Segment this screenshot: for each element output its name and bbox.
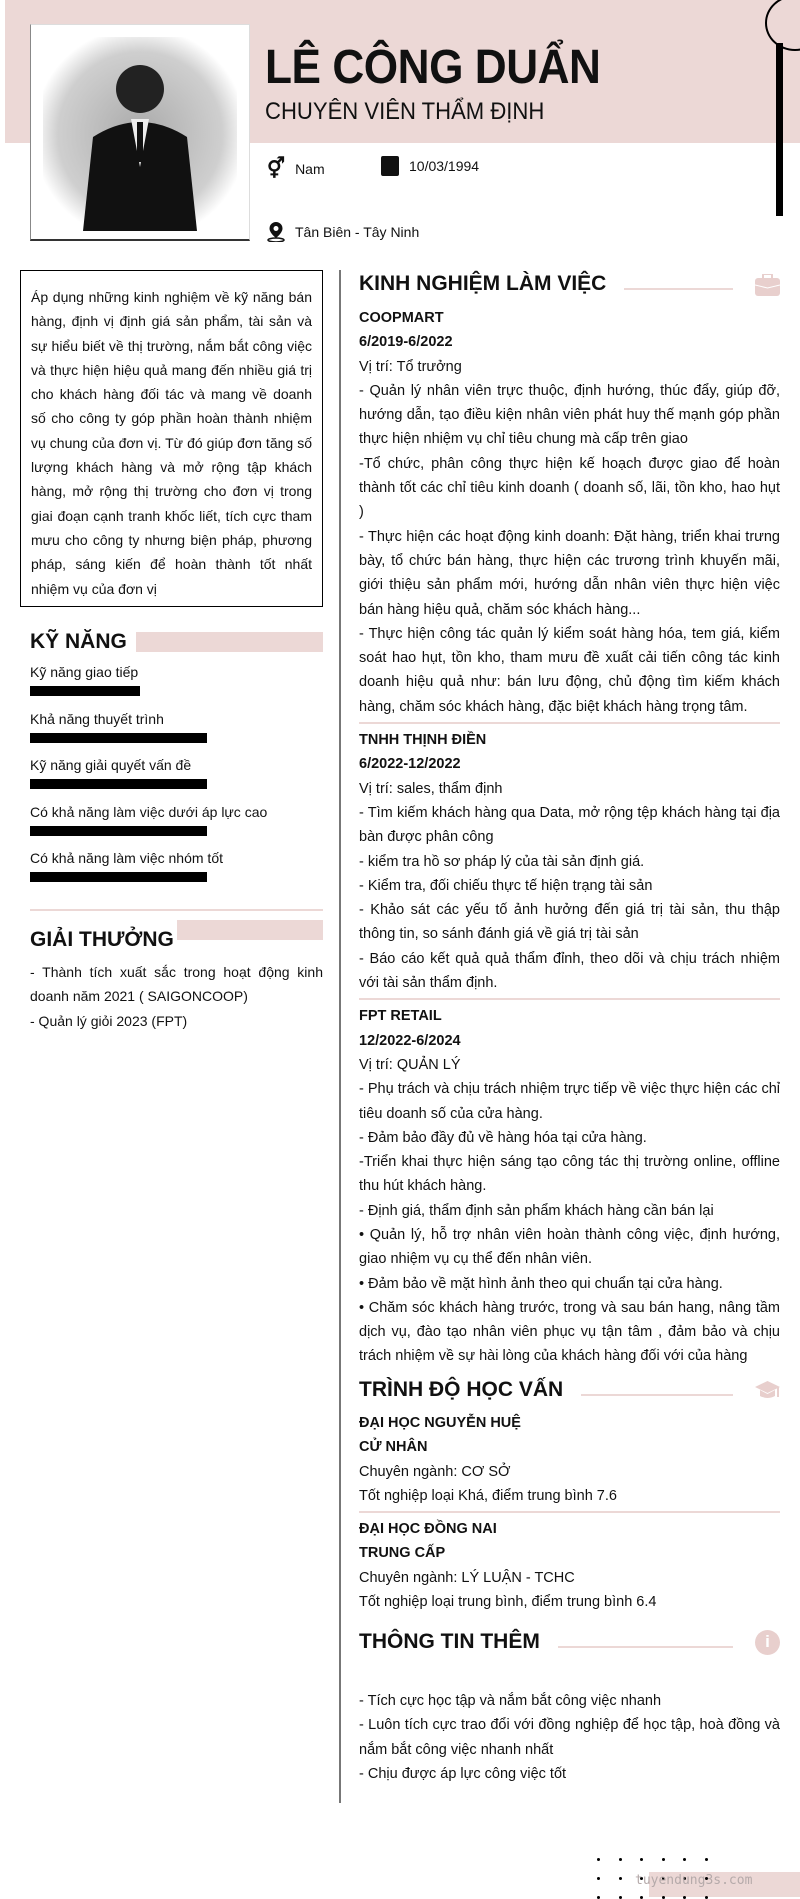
avatar	[43, 37, 237, 231]
job-duty: • Quản lý, hỗ trợ nhân viên hoàn thành công việc, định hướng, giao nhiệm vụ cụ thể đến nhân viên.	[359, 1226, 780, 1268]
dot	[683, 1858, 686, 1861]
dot	[662, 1858, 665, 1861]
job-duty: - Tìm kiếm khách hàng qua Data, mở rộng tệp khách hàng tại địa bàn được phân công	[359, 804, 780, 846]
skill-label: Kỹ năng giải quyết vấn đề	[30, 757, 192, 773]
experience-section	[359, 272, 780, 1369]
skill-item	[30, 850, 323, 897]
skill-level-bar	[30, 826, 207, 836]
divider	[30, 909, 323, 911]
dot	[597, 1858, 600, 1861]
job-duty: - kiểm tra hồ sơ pháp lý của tài sản định giá.	[359, 853, 645, 870]
awards-accent-bar	[177, 920, 323, 940]
awards-list	[30, 960, 323, 1033]
job-duty: - Khảo sát các yếu tố ảnh hưởng đến giá trị tài sản, thu thập thông tin, so sánh đánh giá về giá trị tài sản	[359, 902, 780, 943]
birthdate-info	[381, 156, 479, 176]
skills-accent-bar	[136, 632, 323, 652]
job-duty: - Thực hiện các hoạt động kinh doanh: Đặt hàng, triển khai trưng bày, tổ chức bán hàng, thực hiện các trương trình khuyến mãi, giới thiệu sản phẩm mới, hướng dẫn nhân viên thực hiện việc bán hàng hiệu quả, chăm sóc khách hàng...	[359, 528, 780, 618]
company-name: FPT RETAIL	[359, 1008, 442, 1025]
job-duty: • Chăm sóc khách hàng trước, trong và sau bán hang, nâng tầm dịch vụ, đào tạo nhân viên phục vụ tận tâm , đảm bảo và chịu trách nhiệm về sự hài lòng của khách hàng đối với của hàng	[359, 1299, 780, 1365]
skill-level-bar	[30, 733, 207, 743]
divider	[359, 1511, 780, 1513]
dot	[640, 1858, 643, 1861]
schools-list	[359, 1411, 780, 1614]
column-divider	[339, 270, 341, 1803]
job-duty: -Tổ chức, phân công thực hiện kế hoạch được giao để hoàn thành tốt các chỉ tiêu kinh doanh ( doanh số, lãi, tồn kho, hao hụt )	[359, 455, 780, 521]
dot	[619, 1858, 622, 1861]
location-value: Tân Biên - Tây Ninh	[295, 224, 420, 240]
company-name: TNHH THỊNH ĐIỀN	[359, 732, 487, 749]
skill-label: Kỹ năng giao tiếp	[30, 664, 139, 680]
extra-item: - Tích cực học tập và nắm bắt công việc nhanh	[359, 1693, 662, 1709]
briefcase-icon	[755, 272, 780, 297]
job-position: Vị trí: sales, thẩm định	[359, 780, 503, 797]
award-item: - Thành tích xuất sắc trong hoạt động kinh doanh năm 2021 ( SAIGONCOOP)	[30, 964, 323, 1005]
graduation-result: Tốt nghiệp loại Khá, điểm trung bình 7.6	[359, 1487, 617, 1504]
divider	[359, 722, 780, 724]
birthdate-value: 10/03/1994	[409, 158, 480, 174]
degree: CỬ NHÂN	[359, 1439, 428, 1456]
gender-value: Nam	[295, 160, 325, 177]
job-duty: - Đảm bảo đầy đủ về hàng hóa tại cửa hàng.	[359, 1129, 647, 1146]
gender-info	[267, 156, 325, 181]
award-item: - Quản lý giỏi 2023 (FPT)	[30, 1012, 188, 1029]
location-pin-icon	[267, 222, 285, 242]
skill-label: Khả năng thuyết trình	[30, 710, 164, 727]
education-heading	[359, 1378, 780, 1403]
job-period: 12/2022-6/2024	[359, 1032, 461, 1049]
education-title: TRÌNH ĐỘ HỌC VẤN	[359, 1378, 564, 1402]
skill-item	[30, 664, 323, 711]
career-summary: Áp dụng những kinh nghiệm về kỹ năng bán hàng, định vị định giá sản phẩm, tài sản và sự hiểu biết về thị trường, nắm bắt công việc và thực hiện hiệu quả mang đến nhiều giá trị cho khách hàng đối tác và mang về doanh số cho công ty góp phần hoàn thành nhiệm vụ chung của đơn vị. Từ đó giúp đơn tăng số lượng khách hàng và mở rộng tập khách hàng, mở rộng thị trường cho đơn vị trong giai đoạn cạnh tranh khốc liết, tích cực tham mưu cho công ty nhưng biện pháp, phương pháp, sáng kiến để hoàn thành tốt nhất nhiệm vụ của đơn vị	[20, 270, 323, 607]
job-period: 6/2019-6/2022	[359, 334, 453, 351]
job-position: Vị trí: QUẢN LÝ	[359, 1056, 461, 1073]
extra-item: - Chịu được áp lực công việc tốt	[359, 1765, 567, 1782]
company-name: COOPMART	[359, 310, 444, 326]
candidate-name: LÊ CÔNG DUẨN	[265, 41, 601, 94]
skills-list	[30, 664, 323, 897]
divider	[359, 998, 780, 1000]
extra-section	[359, 1630, 780, 1786]
skill-item	[30, 804, 323, 851]
degree: TRUNG CẤP	[359, 1545, 446, 1562]
awards-heading: GIẢI THƯỞNG	[30, 928, 174, 951]
skill-level-bar	[30, 779, 207, 789]
extra-list	[359, 1689, 780, 1786]
job-period: 6/2022-12/2022	[359, 756, 461, 773]
watermark: tuyendung3s.com	[635, 1873, 753, 1888]
graduation-result: Tốt nghiệp loại trung bình, điểm trung bình 6.4	[359, 1594, 657, 1611]
job-duty: - Quản lý nhân viên trực thuộc, định hướng, thúc đẩy, giúp đỡ, hướng dẫn, tạo điều kiện nhân viên phát huy thế mạnh góp phần thực hiện nhiệm vụ chỉ tiêu chung mà cấp trên giao	[359, 382, 780, 448]
skill-level-bar	[30, 686, 140, 696]
job-duty: - Phụ trách và chịu trách nhiệm trực tiếp về việc thực hiện các chỉ tiêu doanh số của cửa hàng.	[359, 1081, 780, 1122]
skill-item	[30, 757, 323, 804]
graduation-cap-icon	[755, 1378, 780, 1403]
education-section	[359, 1378, 780, 1614]
skills-heading: KỸ NĂNG	[30, 630, 127, 653]
jobs-list	[359, 306, 780, 1369]
major: Chuyên ngành: LÝ LUẬN - TCHC	[359, 1569, 575, 1586]
extra-title: THÔNG TIN THÊM	[359, 1630, 540, 1654]
job-duty: - Định giá, thẩm định sản phẩm khách hàng cần bán lại	[359, 1202, 714, 1219]
skill-label: Có khả năng làm việc dưới áp lực cao	[30, 803, 268, 820]
school-name: ĐẠI HỌC ĐỒNG NAI	[359, 1521, 497, 1538]
dot	[597, 1877, 600, 1880]
major: Chuyên ngành: CƠ SỞ	[359, 1463, 511, 1480]
experience-title: KINH NGHIỆM LÀM VIỆC	[359, 272, 607, 296]
job-duty: • Đảm bảo về mặt hình ảnh theo qui chuẩn tại cửa hàng.	[359, 1275, 723, 1292]
job-title: CHUYÊN VIÊN THẨM ĐỊNH	[265, 98, 545, 125]
skill-level-bar	[30, 872, 207, 882]
job-duty: - Thực hiện công tác quản lý kiểm soát hàng hóa, tem giá, kiểm soát hao hụt, tồn kho, tham mưu đề xuất cải tiến công tác kinh doanh hiệu quả như: bán lưu động, chủ động tìm kiếm khách hàng, chăm sóc khách hàng, đặc biệt khách hàng trọng tâm.	[359, 625, 780, 715]
dot	[619, 1877, 622, 1880]
school-name: ĐẠI HỌC NGUYỄN HUỆ	[359, 1415, 521, 1431]
skill-label: Có khả năng làm việc nhóm tốt	[30, 850, 223, 866]
experience-heading	[359, 272, 780, 297]
extra-item: - Luôn tích cực trao đổi với đồng nghiệp để học tập, hoà đồng và nắm bắt công việc nhanh nhất	[359, 1717, 780, 1758]
job-duty: - Báo cáo kết quả quả thẩm đỉnh, theo dõi và chịu trách nhiệm với tài sản thẩm định.	[359, 950, 780, 992]
job-position: Vị trí: Tổ trưởng	[359, 358, 462, 375]
gender-icon: ⚥	[267, 158, 286, 180]
extra-heading	[359, 1630, 780, 1655]
location-info	[267, 222, 419, 242]
info-icon: i	[755, 1630, 780, 1655]
job-duty: - Kiểm tra, đối chiếu thực tế hiện trạng tài sản	[359, 877, 653, 894]
skill-item	[30, 711, 323, 758]
dot	[705, 1858, 708, 1861]
calendar-icon	[381, 156, 399, 176]
decorative-bar	[776, 43, 783, 216]
job-duty: -Triển khai thực hiện sáng tạo công tác thị trường online, offline thu hút khách hàng.	[359, 1154, 780, 1195]
